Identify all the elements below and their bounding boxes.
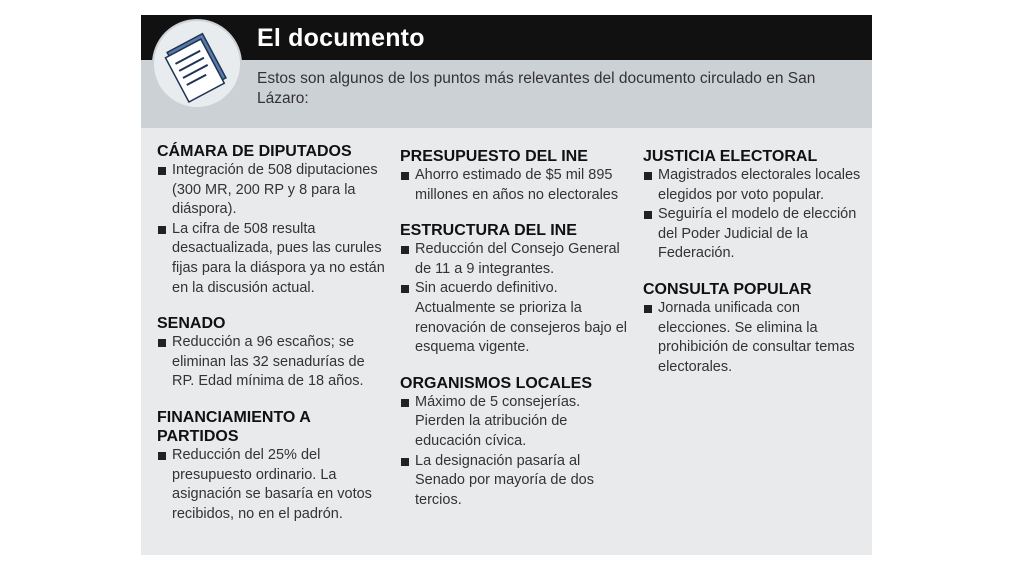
section-title-camara: CÁMARA DE DIPUTADOS xyxy=(157,143,352,160)
list-item: Ahorro estimado de $5 mil 895 millones en años no electorales xyxy=(400,166,630,205)
document-icon xyxy=(151,18,243,110)
column-2 xyxy=(400,147,630,510)
section-title-senado: SENADO xyxy=(157,315,226,333)
page-title: El documento xyxy=(257,24,425,52)
column-1 xyxy=(157,142,387,524)
section-title-financiamiento: FINANCIAMIENTO A PARTIDOS xyxy=(157,408,311,445)
section-title-estructura: ESTRUCTURA DEL INE xyxy=(400,222,577,240)
list-item: La cifra de 508 resulta desactualizada, pues las curules fijas para la diáspora ya no están en la discusión actual. xyxy=(157,220,387,298)
list-item: Seguiría el modelo de elección del Poder Judicial de la Federación. xyxy=(643,205,873,264)
list-item: Sin acuerdo definitivo. Actualmente se prioriza la renovación de consejeros bajo el esquema vigente. xyxy=(400,279,630,357)
list-item: Integración de 508 diputaciones (300 MR, 200 RP y 8 para la diáspora). xyxy=(157,161,387,220)
list-item: Reducción del 25% del presupuesto ordinario. La asignación se basaría en votos recibidos, no en el padrón. xyxy=(157,446,387,524)
section-title-consulta: CONSULTA POPULAR xyxy=(643,280,812,298)
list-item: Magistrados electorales locales elegidos por voto popular. xyxy=(643,166,873,205)
intro-band xyxy=(141,60,872,128)
section-title-presupuesto: PRESUPUESTO DEL INE xyxy=(400,148,588,165)
section-title-organismos: ORGANISMOS LOCALES xyxy=(400,374,593,392)
header-bar xyxy=(141,15,872,60)
list-item: Jornada unificada con elecciones. Se elimina la prohibición de consultar temas electorales. xyxy=(643,299,873,377)
list-item: La designación pasaría al Senado por mayoría de dos tercios. xyxy=(400,452,630,511)
infographic-card xyxy=(141,15,872,555)
list-item: Reducción del Consejo General de 11 a 9 integrantes. xyxy=(400,240,630,279)
section-title-justicia: JUSTICIA ELECTORAL xyxy=(643,148,818,165)
list-item: Máximo de 5 consejerías. Pierden la atribución de educación cívica. xyxy=(400,393,630,452)
column-3 xyxy=(643,147,873,377)
intro-text: Estos son algunos de los puntos más relevantes del documento circulado en San Lázaro: xyxy=(257,70,816,107)
list-item: Reducción a 96 escaños; se eliminan las 32 senadurías de RP. Edad mínima de 18 años. xyxy=(157,333,387,392)
